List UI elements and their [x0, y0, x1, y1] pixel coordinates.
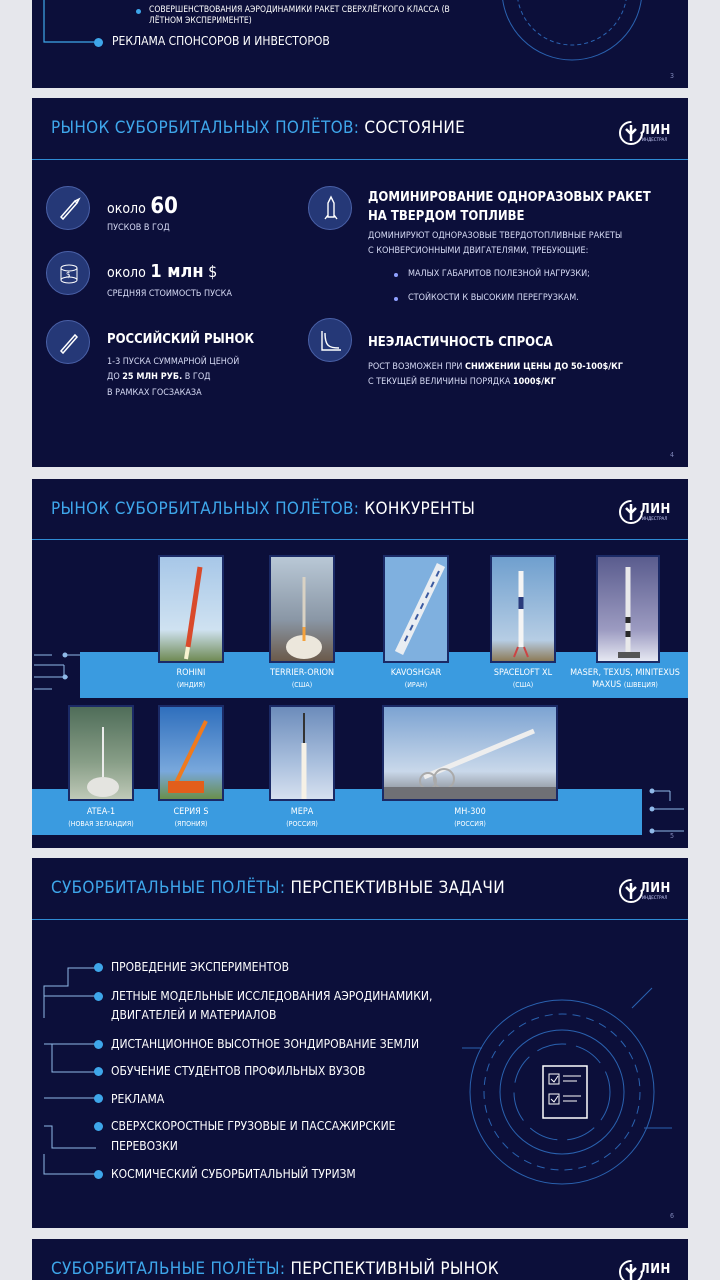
company-logo [618, 120, 670, 148]
right1-bullet2: СТОЙКОСТИ К ВЫСОКИМ ПЕРЕГРУЗКАМ. [408, 293, 579, 303]
bullet-dot [394, 297, 398, 301]
bullet-dot [94, 963, 103, 972]
slide-title [51, 1259, 499, 1279]
task-item: РЕКЛАМА [111, 1092, 165, 1106]
right1-head1: ДОМИНИРОВАНИЕ ОДНОРАЗОВЫХ РАКЕТ [368, 190, 651, 205]
right2-line1: РОСТ ВОЗМОЖЕН ПРИ СНИЖЕНИИ ЦЕНЫ ДО 50-100$/КГ [368, 362, 623, 372]
photo-mn-300 [382, 705, 558, 801]
task-item: ОБУЧЕНИЕ СТУДЕНТОВ ПРОФИЛЬНЫХ ВУЗОВ [111, 1064, 366, 1078]
title-main: КОНКУРЕНТЫ [364, 499, 476, 519]
rocket-icon [46, 186, 90, 230]
logo-sub: ИНДЕСТРАЛ [642, 517, 668, 522]
stat3-line3: В РАМКАХ ГОСЗАКАЗА [107, 388, 202, 398]
right2-head: НЕЭЛАСТИЧНОСТЬ СПРОСА [368, 335, 553, 350]
photo-rohini [158, 555, 224, 663]
title-accent: РЫНОК СУБОРБИТАЛЬНЫХ ПОЛЁТОВ: [51, 499, 360, 519]
logo-name: ЛИН [640, 123, 671, 138]
slide-number: 4 [669, 451, 674, 459]
photo-maser-texus [596, 555, 660, 663]
bullet-dot [94, 1067, 103, 1076]
coins-icon [46, 251, 90, 295]
title-divider [32, 159, 688, 160]
logo-sub: ИНДЕСТРАЛ [642, 896, 668, 901]
stat2 [107, 261, 217, 282]
slide-title [51, 118, 465, 138]
title-accent: РЫНОК СУБОРБИТАЛЬНЫХ ПОЛЁТОВ: [51, 118, 360, 138]
demand-chart-icon [308, 318, 352, 362]
caption-terrier-orion: TERRIER-ORION (США) [269, 668, 335, 689]
task-item: ЛЕТНЫЕ МОДЕЛЬНЫЕ ИССЛЕДОВАНИЯ АЭРОДИНАМИКИ, [111, 989, 433, 1003]
russian-rocket-icon [46, 320, 90, 364]
bullet-dot [94, 38, 103, 47]
stat2-value: 1 млн [150, 261, 204, 282]
caption-mn-300: МН-300 (РОССИЯ) [454, 807, 486, 828]
caption-series-s: СЕРИЯ S (ЯПОНИЯ) [173, 807, 209, 828]
right1-head2: НА ТВЕРДОМ ТОПЛИВЕ [368, 209, 525, 224]
right1-line1: ДОМИНИРУЮТ ОДНОРАЗОВЫЕ ТВЕРДОТОПЛИВНЫЕ РАКЕТЫ [368, 231, 623, 241]
bullet-dot [394, 273, 398, 277]
caption-maser-texus: MASER, TEXUS, MINITEXUS MAXUS (ШВЕЦИЯ) [570, 668, 680, 690]
task-item-cont: ДВИГАТЕЛЕЙ И МАТЕРИАЛОВ [111, 1008, 277, 1022]
stat3-line1: 1-3 ПУСКА СУММАРНОЙ ЦЕНОЙ [107, 357, 240, 367]
caption-rohini: ROHINI (ИНДИЯ) [176, 668, 206, 689]
logo-name: ЛИН [640, 502, 671, 517]
title-accent: СУБОРБИТАЛЬНЫЕ ПОЛЁТЫ: [51, 878, 286, 898]
photo-mera [269, 705, 335, 801]
stat1-sub: ПУСКОВ В ГОД [107, 223, 170, 233]
logo-sub: ИНДЕСТРАЛ [642, 138, 668, 143]
photo-terrier-orion [269, 555, 335, 663]
bullet-dot [94, 1122, 103, 1131]
title-main: ПЕРСПЕКТИВНЫЕ ЗАДАЧИ [290, 878, 505, 898]
title-main: СОСТОЯНИЕ [364, 118, 466, 138]
photo-spaceloft-xl [490, 555, 556, 663]
title-main: ПЕРСПЕКТИВНЫЙ РЫНОК [290, 1259, 499, 1279]
bullet-dot [94, 1040, 103, 1049]
right2-line2: С ТЕКУЩЕЙ ВЕЛИЧИНЫ ПОРЯДКА 1000$/КГ [368, 377, 556, 387]
task-item: КОСМИЧЕСКИЙ СУБОРБИТАЛЬНЫЙ ТУРИЗМ [111, 1167, 356, 1181]
slide-number: 5 [669, 832, 674, 840]
stat3-line2: ДО 25 МЛН РУБ. В ГОД [107, 372, 211, 382]
bullet-dot [136, 9, 141, 14]
right1-bullet1: МАЛЫХ ГАБАРИТОВ ПОЛЕЗНОЙ НАГРУЗКИ; [408, 269, 590, 279]
slide3-bullet-main: РЕКЛАМА СПОНСОРОВ И ИНВЕСТОРОВ [112, 34, 330, 48]
task-item: ДИСТАНЦИОННОЕ ВЫСОТНОЕ ЗОНДИРОВАНИЕ ЗЕМЛИ [111, 1037, 420, 1051]
title-accent: СУБОРБИТАЛЬНЫЕ ПОЛЁТЫ: [51, 1259, 286, 1279]
checklist-icon [535, 1062, 595, 1122]
stat1-value: 60 [150, 194, 178, 219]
caption-mera: МЕРА (РОССИЯ) [286, 807, 318, 828]
slide-number: 6 [669, 1212, 674, 1220]
right1-line2: С КОНВЕРСИОННЫМИ ДВИГАТЕЛЯМИ, ТРЕБУЮЩИЕ: [368, 246, 589, 256]
stat1 [107, 194, 178, 219]
slide-7 [32, 1239, 688, 1280]
task-item: ПРОВЕДЕНИЕ ЭКСПЕРИМЕНТОВ [111, 960, 290, 974]
photo-series-s [158, 705, 224, 801]
slide-6 [32, 858, 688, 1228]
slide-number: 3 [669, 72, 674, 80]
caption-kavoshgar: KAVOSHGAR (ИРАН) [390, 668, 442, 689]
photo-atea-1 [68, 705, 134, 801]
stat1-pre: около [107, 201, 146, 217]
bullet-dot [94, 1170, 103, 1179]
photo-kavoshgar [383, 555, 449, 663]
logo-name: ЛИН [640, 1262, 671, 1277]
logo-name: ЛИН [640, 881, 671, 896]
slide-3 [32, 0, 688, 88]
stat2-pre: около [107, 265, 146, 281]
bullet-dot [94, 992, 103, 1001]
stat3-head: РОССИЙСКИЙ РЫНОК [107, 332, 255, 347]
slide-4 [32, 98, 688, 467]
rocket-vertical-icon [308, 186, 352, 230]
stat2-sub: СРЕДНЯЯ СТОИМОСТЬ ПУСКА [107, 289, 232, 299]
slide3-bullet-small: СОВЕРШЕНСТВОВАНИЯ АЭРОДИНАМИКИ РАКЕТ СВЕРХЛЁГКОГО КЛАССА (В ЛЁТНОМ ЭКСПЕРИМЕНТЕ) [149, 5, 450, 26]
caption-atea-1: ATEA-1 (НОВАЯ ЗЕЛАНДИЯ) [68, 807, 134, 828]
stat2-unit: $ [208, 262, 218, 281]
task-item: СВЕРХСКОРОСТНЫЕ ГРУЗОВЫЕ И ПАССАЖИРСКИЕ [111, 1119, 396, 1133]
svg-text:$: $ [66, 270, 71, 279]
task-item-cont: ПЕРЕВОЗКИ [111, 1139, 178, 1153]
bullet-dot [94, 1094, 103, 1103]
caption-spaceloft-xl: SPACELOFT XL (США) [493, 668, 553, 689]
company-logo [618, 1259, 670, 1280]
slide-5 [32, 479, 688, 848]
